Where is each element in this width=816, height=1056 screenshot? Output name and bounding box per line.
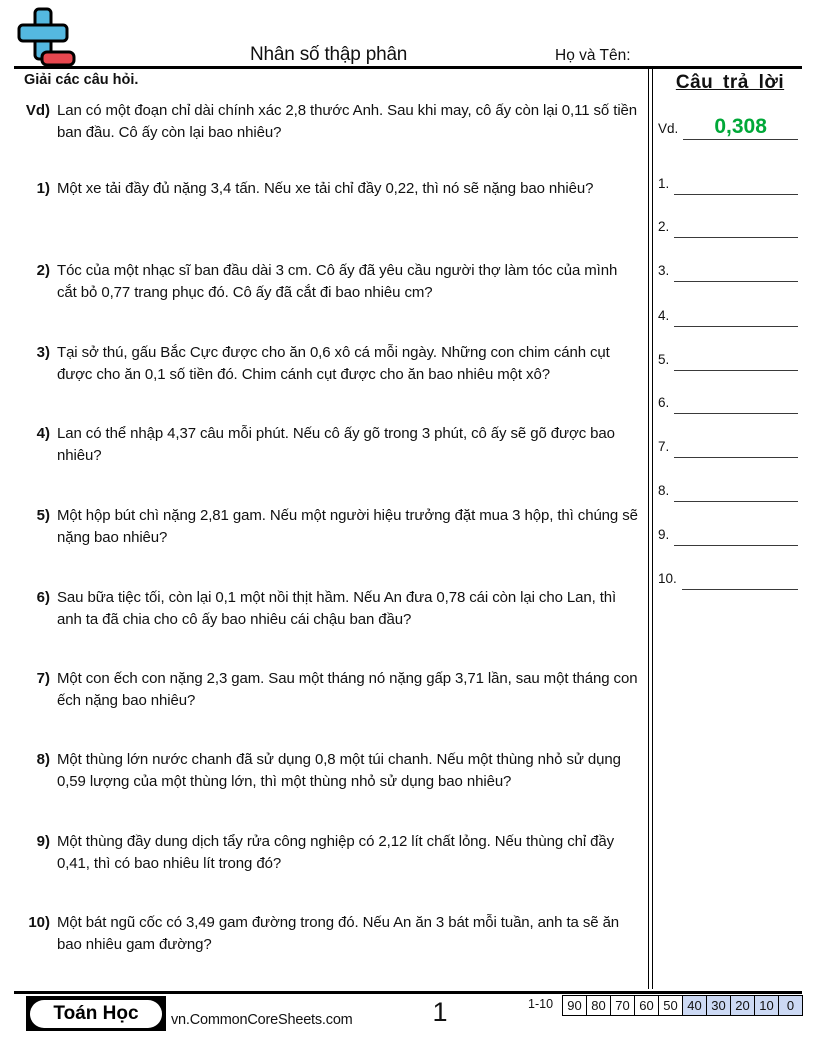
name-label: Họ và Tên: (555, 47, 631, 64)
problem-item (18, 668, 640, 711)
answer-number: 2. (658, 219, 670, 234)
score-range-label: 1-10 (528, 997, 554, 1011)
score-cell: 80 (586, 996, 610, 1015)
answer-blank-line (674, 520, 798, 546)
answer-row (658, 433, 798, 458)
answer-blank-line (674, 301, 798, 327)
problem-number: 10) (28, 914, 50, 931)
problem-item (18, 100, 640, 143)
problem-number: 8) (36, 751, 50, 768)
answer-row (658, 115, 798, 140)
header-divider (14, 66, 802, 69)
answers-divider (648, 68, 653, 989)
answer-row (658, 302, 798, 327)
score-cell: 10 (754, 996, 778, 1015)
problem-item (18, 423, 640, 466)
answer-number: Vd. (658, 121, 679, 136)
answer-number: 1. (658, 176, 670, 191)
problem-number: 4) (36, 425, 50, 442)
plus-minus-logo-icon (16, 7, 76, 69)
answer-blank-line (674, 476, 798, 502)
problem-item (18, 749, 640, 792)
answer-row (658, 477, 798, 502)
problem-number: 1) (36, 180, 50, 197)
answer-row (658, 389, 798, 414)
instructions-text: Giải các câu hỏi. (24, 72, 139, 88)
answer-number: 6. (658, 395, 670, 410)
website-text: vn.CommonCoreSheets.com (171, 1012, 353, 1028)
problem-item (18, 912, 640, 955)
answer-number: 3. (658, 263, 670, 278)
page-number: 1 (432, 997, 448, 1027)
problem-text: Một xe tải đầy đủ nặng 3,4 tấn. Nếu xe tải chỉ đầy 0,22, thì nó sẽ nặng bao nhiêu? (57, 180, 594, 197)
answer-blank-line (674, 169, 798, 195)
answer-number: 7. (658, 439, 670, 454)
score-cell: 70 (610, 996, 634, 1015)
problem-number: 2) (36, 262, 50, 279)
score-cell: 60 (634, 996, 658, 1015)
problem-item (18, 505, 640, 548)
answer-number: 10. (658, 571, 677, 586)
problem-item (18, 831, 640, 874)
problem-number: 9) (36, 833, 50, 850)
page-title: Nhân số thập phân (250, 44, 408, 65)
score-cell: 0 (778, 996, 802, 1015)
subject-label: Toán Học (30, 1000, 162, 1028)
answer-number: 5. (658, 352, 670, 367)
problem-item (18, 260, 640, 303)
answer-row (658, 565, 798, 590)
answer-blank-line (683, 114, 798, 140)
answer-row (658, 257, 798, 282)
problem-item (18, 587, 640, 630)
problem-text: Một thùng lớn nước chanh đã sử dụng 0,8 một túi chanh. Nếu một thùng nhỏ sử dụng 0,59 lượng của một thùng lớn, thì một thùng nhỏ sử dụng bao nhiêu? (57, 751, 621, 790)
footer-divider (14, 991, 802, 994)
answer-number: 4. (658, 308, 670, 323)
score-cell: 20 (730, 996, 754, 1015)
answer-blank-line (682, 564, 798, 590)
answer-blank-line (674, 256, 798, 282)
problem-number: Vd) (25, 102, 50, 119)
answer-blank-line (674, 388, 798, 414)
answer-row (658, 213, 798, 238)
answer-row (658, 170, 798, 195)
problem-number: 7) (36, 670, 50, 687)
problem-text: Lan có một đoạn chỉ dài chính xác 2,8 thước Anh. Sau khi may, cô ấy còn lại 0,11 số tiền ban đầu. Cô ấy còn lại bao nhiêu? (57, 102, 638, 141)
subject-badge (26, 996, 166, 1031)
problem-number: 6) (36, 589, 50, 606)
answer-row (658, 346, 798, 371)
example-answer-value: 0,308 (714, 115, 767, 138)
problem-number: 5) (36, 507, 50, 524)
problem-text: Một bát ngũ cốc có 3,49 gam đường trong đó. Nếu An ăn 3 bát mỗi tuần, anh ta sẽ ăn bao nhiêu gam đường? (57, 914, 620, 953)
score-table (562, 995, 803, 1016)
answers-header: Câu trả lời (675, 72, 785, 93)
answer-blank-line (674, 432, 798, 458)
problem-number: 3) (36, 344, 50, 361)
problem-item (18, 178, 640, 200)
score-cell: 90 (567, 998, 582, 1013)
problem-text: Một hộp bút chì nặng 2,81 gam. Nếu một người hiệu trưởng đặt mua 3 hộp, thì chúng sẽ nặng bao nhiêu? (57, 507, 638, 546)
answer-row (658, 521, 798, 546)
score-cell: 30 (706, 996, 730, 1015)
answer-blank-line (674, 345, 798, 371)
score-cell: 40 (682, 996, 706, 1015)
problem-text: Tóc của một nhạc sĩ ban đầu dài 3 cm. Cô ấy đã yêu cầu người thợ làm tóc của mình cắt bỏ 0,77 trang phục đó. Cô ấy đã cắt đi bao nhiêu cm? (57, 262, 618, 301)
problem-item (18, 342, 640, 385)
score-cell: 50 (658, 996, 682, 1015)
problem-text: Sau bữa tiệc tối, còn lại 0,1 một nồi thịt hầm. Nếu An đưa 0,78 cái còn lại cho Lan, thì anh ta đã chia cho cô ấy bao nhiêu cái chậu ban đầu? (57, 589, 617, 628)
problem-text: Một thùng đầy dung dịch tẩy rửa công nghiệp có 2,12 lít chất lỏng. Nếu thùng chỉ đầy 0,41, thì có bao nhiêu lít trong đó? (57, 833, 615, 872)
answer-number: 8. (658, 483, 670, 498)
problem-text: Lan có thể nhập 4,37 câu mỗi phút. Nếu cô ấy gõ trong 3 phút, cô ấy sẽ gõ được bao nhiêu? (57, 425, 615, 464)
problem-text: Một con ếch con nặng 2,3 gam. Sau một tháng nó nặng gấp 3,71 lần, sau một tháng con ếch nặng bao nhiêu? (57, 670, 638, 709)
answer-number: 9. (658, 527, 670, 542)
answer-blank-line (674, 212, 798, 238)
problem-text: Tại sở thú, gấu Bắc Cực được cho ăn 0,6 xô cá mỗi ngày. Những con chim cánh cụt được cho ăn 0,1 số tiền đó. Chim cánh cụt được cho ăn bao nhiêu một xô? (57, 344, 610, 383)
